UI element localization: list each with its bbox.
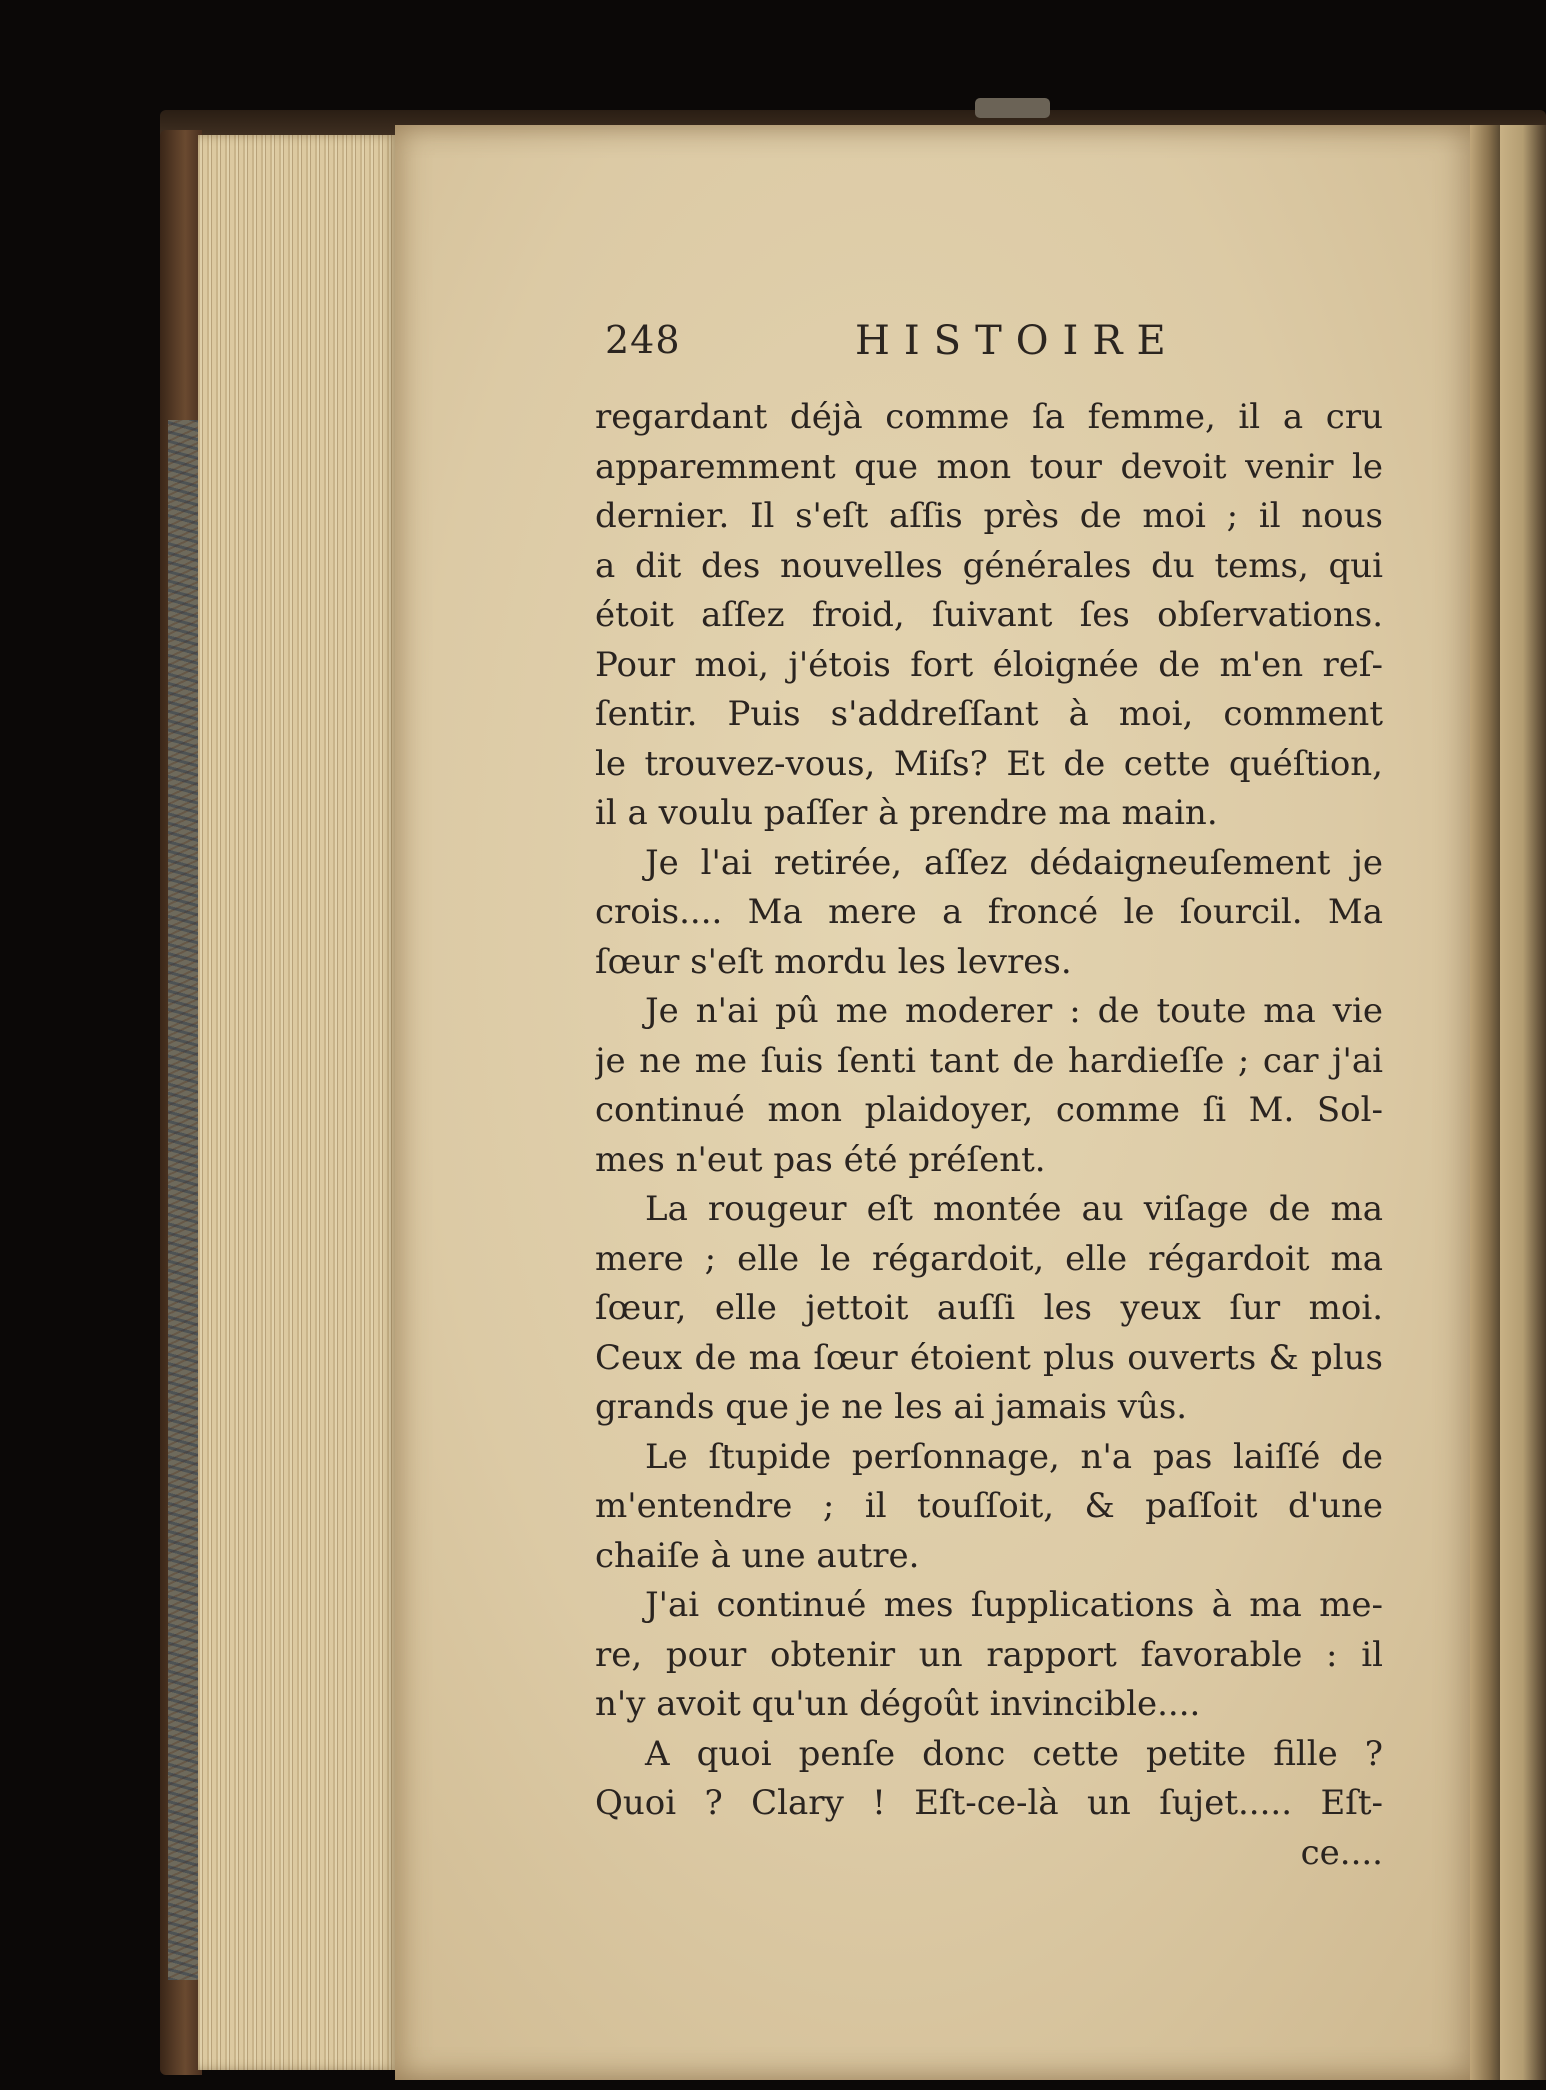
facing-page-edge [1500, 125, 1546, 2080]
text-line: m'entendre ; il touſſoit, & paſſoit d'une [595, 1486, 1383, 1526]
text-line: dernier. Il s'eſt aſſis près de moi ; il nous [595, 496, 1383, 536]
text-line: le trouvez-vous, Miſs? Et de cette quéſtion, [595, 743, 1383, 784]
text-line: La rougeur eſt montée au viſage de ma [645, 1189, 1383, 1229]
text-line: a dit des nouvelles générales du tems, qui [595, 545, 1383, 586]
text-line: je ne me ſuis ſenti tant de hardieſſe ; car j'ai [595, 1040, 1383, 1081]
text-line: mes n'eut pas été préſent. [595, 1139, 1046, 1180]
text-line: J'ai continué mes ſupplications à ma me- [645, 1585, 1383, 1625]
page-body [595, 393, 1383, 1878]
text-line: Ceux de ma ſœur étoient plus ouverts & plus [595, 1337, 1383, 1378]
text-line: ſœur, elle jettoit auſſi les yeux ſur moi. [595, 1288, 1383, 1328]
text-line: crois.... Ma mere a froncé le ſourcil. Ma [595, 892, 1383, 932]
text-line: Pour moi, j'étois fort éloignée de m'en reſ- [595, 644, 1383, 685]
book-page [395, 125, 1485, 2080]
text-line: regardant déjà comme ſa femme, il a cru [595, 397, 1383, 437]
running-head: HISTOIRE [855, 318, 1180, 364]
text-line: il a voulu paſſer à prendre ma main. [595, 793, 1218, 833]
page-header [395, 318, 1485, 378]
text-line: ſentir. Puis s'addreſſant à moi, comment [595, 694, 1383, 734]
book-clasp [975, 98, 1050, 118]
text-line: chaiſe à une autre. [595, 1535, 920, 1576]
page-gutter [1470, 125, 1500, 2080]
text-line: Quoi ? Clary ! Eſt-ce-là un ſujet..... Eſt- [595, 1783, 1383, 1823]
text-line: Je l'ai retirée, aſſez dédaigneuſement je [645, 842, 1383, 883]
text-line: apparemment que mon tour devoit venir le [595, 446, 1383, 487]
text-line: n'y avoit qu'un dégoût invincible.... [595, 1684, 1201, 1724]
text-line: Je n'ai pû me moderer : de toute ma vie [645, 991, 1383, 1031]
text-line: Le ſtupide perſonnage, n'a pas laiſſé de [645, 1436, 1383, 1477]
text-line: mere ; elle le régardoit, elle régardoit ma [595, 1238, 1383, 1279]
text-line: ſœur s'eſt mordu les levres. [595, 941, 1072, 982]
text-line: A quoi penſe donc cette petite fille ? [645, 1733, 1383, 1774]
text-line: re, pour obtenir un rapport favorable : il [595, 1634, 1383, 1675]
page-stack-edge [198, 135, 398, 2070]
marbled-board [168, 420, 200, 1980]
text-line: ce.... [1300, 1832, 1383, 1873]
text-line: continué mon plaidoyer, comme ſi M. Sol- [595, 1090, 1383, 1130]
text-line: grands que je ne les ai jamais vûs. [595, 1387, 1188, 1427]
text-line: étoit aſſez froid, ſuivant ſes obſervations. [595, 595, 1383, 635]
page-number: 248 [605, 318, 681, 362]
